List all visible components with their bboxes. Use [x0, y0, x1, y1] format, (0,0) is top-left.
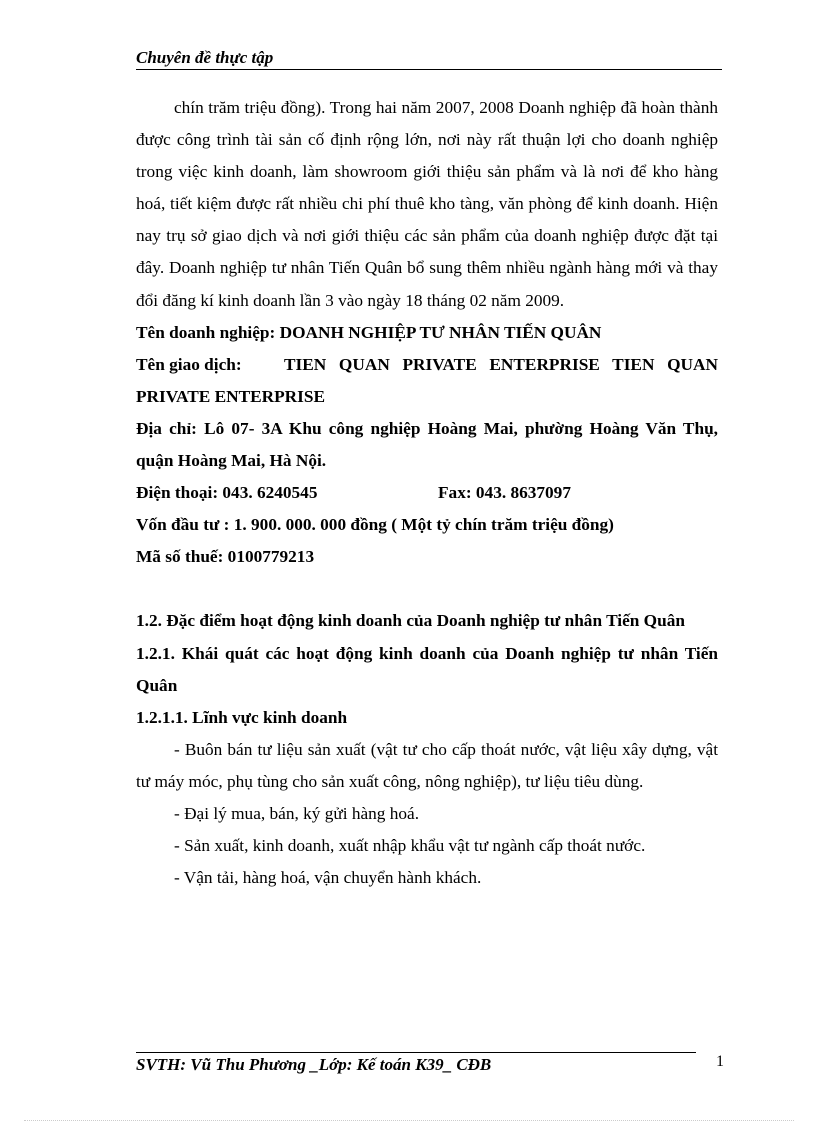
- company-name-line: Tên doanh nghiệp: DOANH NGHIỆP TƯ NHÂN TIẾN QUÂN: [136, 322, 602, 342]
- page-bottom-border: [24, 1120, 794, 1121]
- trade-name-line: [136, 349, 718, 413]
- spacer: [136, 573, 718, 605]
- list-item: - Buôn bán tư liệu sản xuất (vật tư cho cấp thoát nước, vật liệu xây dựng, vật tư máy móc, phụ tùng cho sản xuất công, nông nghiệp), tư liệu tiêu dùng.: [136, 739, 718, 791]
- footer-divider: [136, 1052, 696, 1053]
- footer-text: SVTH: Vũ Thu Phương _Lớp: Kế toán K39_ CĐB: [136, 1055, 492, 1074]
- list-item: - Đại lý mua, bán, ký gửi hàng hoá.: [174, 803, 420, 823]
- section-heading-1-2-1-1: 1.2.1.1. Lĩnh vực kinh doanh: [136, 707, 348, 727]
- phone-text: Điện thoại: 043. 6240545: [136, 483, 318, 503]
- list-item: - Vận tải, hàng hoá, vận chuyển hành khách.: [174, 868, 482, 888]
- section-heading-1-2-1: 1.2.1. Khái quát các hoạt động kinh doanh của Doanh nghiệp tư nhân Tiến Quân: [136, 643, 718, 695]
- body-paragraph-1: chín trăm triệu đồng). Trong hai năm 2007, 2008 Doanh nghiệp đã hoàn thành được công trình tài sản cố định rộng lớn, nơi này rất thuận lợi cho doanh nghiệp trong việc kinh doanh, làm showroom giới thiệu sản phẩm và là nơi để kho hàng hoá, tiết kiệm được rất nhiều chi phí thuê kho tàng, văn phòng để kinh doanh. Hiện nay trụ sở giao dịch và nơi giới thiệu các sản phẩm của doanh nghiệp được đặt tại đây. Doanh nghiệp tư nhân Tiến Quân bổ sung thêm nhiều ngành hàng mới và thay đổi đăng kí kinh doanh lần 3 vào ngày 18 tháng 02 năm 2009.: [136, 98, 718, 310]
- tax-code-line: Mã số thuế: 0100779213: [136, 547, 315, 567]
- document-body: [136, 92, 718, 894]
- fax-text: Fax: 043. 8637097: [438, 483, 571, 503]
- section-heading-1-2: 1.2. Đặc điểm hoạt động kinh doanh của Doanh nghiệp tư nhân Tiến Quân: [136, 611, 685, 631]
- list-item: - Sản xuất, kinh doanh, xuất nhập khẩu vật tư ngành cấp thoát nước.: [174, 836, 646, 856]
- trade-name-value: TIEN QUAN PRIVATE ENTERPRISE TIEN QUAN PRIVATE ENTERPRISE: [136, 354, 718, 406]
- capital-line: Vốn đầu tư : 1. 900. 000. 000 đồng ( Một tỷ chín trăm triệu đồng): [136, 515, 614, 535]
- address-line: Địa chỉ: Lô 07- 3A Khu công nghiệp Hoàng Mai, phường Hoàng Văn Thụ, quận Hoàng Mai, Hà Nội.: [136, 418, 718, 471]
- contact-line: [136, 477, 718, 509]
- page-number: 1: [716, 1053, 724, 1070]
- page-header-title: Chuyên đề thực tập: [136, 48, 722, 70]
- trade-name-label: Tên giao dịch:: [136, 354, 242, 374]
